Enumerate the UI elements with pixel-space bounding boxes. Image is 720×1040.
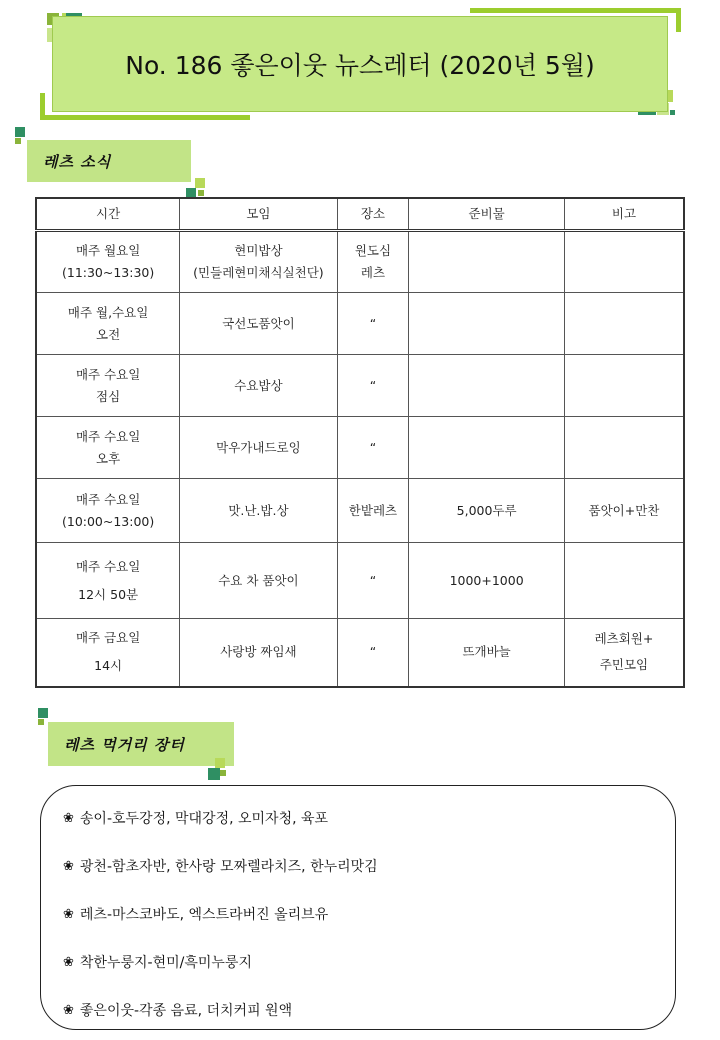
market-item-text: 레츠-마스코바도, 엑스트라버진 올리브유	[79, 907, 329, 923]
cell-place: “	[337, 293, 409, 355]
cell-meeting: 국선도품앗이	[180, 293, 337, 355]
cell-note	[564, 293, 684, 355]
table-row	[36, 355, 684, 417]
section-tag-market	[48, 722, 234, 766]
cell-place: “	[337, 417, 409, 479]
cell-supplies: 5,000두루	[409, 479, 565, 543]
market-box	[40, 785, 676, 1030]
decor-square	[15, 138, 21, 144]
cell-meeting: 막우가내드로잉	[180, 417, 337, 479]
header-time: 시간	[36, 198, 180, 231]
section-tag-label: 레츠 먹거리 장터	[64, 735, 185, 754]
table-header-row	[36, 198, 684, 231]
header-meeting: 모임	[180, 198, 337, 231]
cell-time: 매주 수요일 12시 50분	[36, 543, 180, 619]
header-note: 비고	[564, 198, 684, 231]
cell-meeting: 사랑방 짜임새	[180, 619, 337, 687]
flower-bullet-icon: ❀	[63, 954, 74, 970]
list-item	[63, 808, 328, 828]
decor-square	[220, 770, 226, 776]
cell-note	[564, 543, 684, 619]
decor-line	[470, 8, 680, 13]
decor-square	[195, 178, 205, 188]
table-row	[36, 619, 684, 687]
market-item-text: 광천-함초자반, 한사랑 모짜렐라치즈, 한누리맛김	[79, 859, 378, 875]
cell-place: 원도심 레츠	[337, 231, 409, 293]
decor-square	[38, 719, 44, 725]
cell-note	[564, 231, 684, 293]
list-item	[63, 952, 252, 972]
cell-note: 레츠회원+ 주민모임	[564, 619, 684, 687]
cell-time: 매주 수요일 오후	[36, 417, 180, 479]
cell-meeting: 현미밥상 (민들레현미채식실천단)	[180, 231, 337, 293]
section-tag-label: 레츠 소식	[43, 152, 112, 171]
flower-bullet-icon: ❀	[63, 906, 74, 922]
cell-place: “	[337, 355, 409, 417]
table-row	[36, 417, 684, 479]
cell-place: “	[337, 619, 409, 687]
header-place: 장소	[337, 198, 409, 231]
cell-time: 매주 월,수요일 오전	[36, 293, 180, 355]
newsletter-title: No. 186 좋은이웃 뉴스레터 (2020년 5월)	[52, 16, 668, 112]
market-item-text: 송이-호두강정, 막대강정, 오미자청, 육포	[79, 811, 329, 827]
decor-square	[670, 110, 675, 115]
cell-supplies	[409, 355, 565, 417]
list-item	[63, 904, 328, 924]
flower-bullet-icon: ❀	[63, 1002, 74, 1018]
cell-supplies	[409, 231, 565, 293]
header-supplies: 준비물	[409, 198, 565, 231]
table-row	[36, 543, 684, 619]
table-row	[36, 479, 684, 543]
list-item	[63, 856, 378, 876]
decor-square	[15, 127, 25, 137]
cell-note	[564, 417, 684, 479]
flower-bullet-icon: ❀	[63, 810, 74, 826]
cell-supplies: 뜨개바늘	[409, 619, 565, 687]
schedule-table	[35, 197, 685, 688]
decor-square	[208, 768, 220, 780]
cell-supplies	[409, 293, 565, 355]
cell-meeting: 수요 차 품앗이	[180, 543, 337, 619]
cell-note: 품앗이+만찬	[564, 479, 684, 543]
cell-note	[564, 355, 684, 417]
decor-square	[215, 758, 225, 768]
market-item-text: 착한누룽지-현미/흑미누룽지	[79, 955, 252, 971]
cell-meeting: 수요밥상	[180, 355, 337, 417]
decor-line	[40, 115, 250, 120]
cell-time: 매주 수요일 점심	[36, 355, 180, 417]
cell-place: 한밭레츠	[337, 479, 409, 543]
cell-supplies: 1000+1000	[409, 543, 565, 619]
decor-square	[198, 190, 204, 196]
flower-bullet-icon: ❀	[63, 858, 74, 874]
decor-square	[38, 708, 48, 718]
section-tag-lets-news	[27, 140, 191, 182]
cell-time: 매주 금요일 14시	[36, 619, 180, 687]
cell-meeting: 맛.난.밥.상	[180, 479, 337, 543]
list-item	[63, 1000, 292, 1020]
market-item-text: 좋은이웃-각종 음료, 더치커피 원액	[79, 1003, 293, 1019]
table-row	[36, 293, 684, 355]
cell-time: 매주 월요일 (11:30~13:30)	[36, 231, 180, 293]
table-row	[36, 231, 684, 293]
cell-supplies	[409, 417, 565, 479]
decor-line	[676, 8, 681, 32]
cell-place: “	[337, 543, 409, 619]
cell-time: 매주 수요일 (10:00~13:00)	[36, 479, 180, 543]
